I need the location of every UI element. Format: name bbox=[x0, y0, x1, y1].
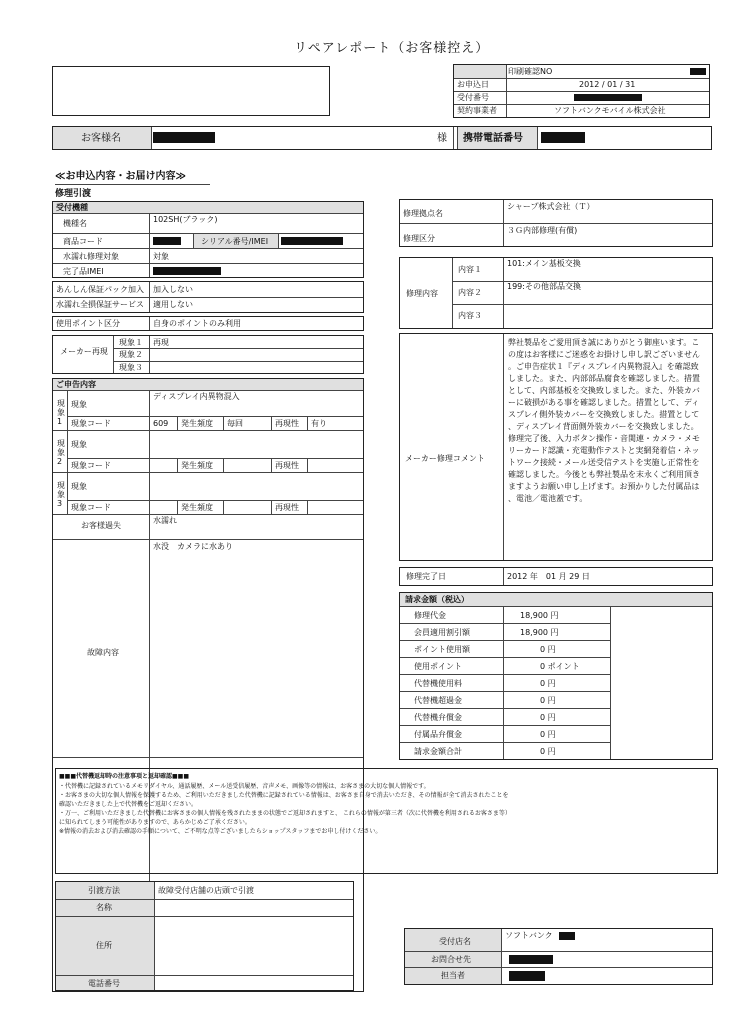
address-box bbox=[52, 66, 330, 116]
frequency-label: 発生頻度 bbox=[181, 419, 213, 428]
reproducibility-label: 再現性 bbox=[275, 419, 299, 428]
trouble-label: 故障内容 bbox=[87, 648, 119, 657]
phenomenon-code-label: 現象コード bbox=[71, 503, 111, 512]
complete-row bbox=[399, 567, 713, 586]
staff-label: 担当者 bbox=[441, 971, 465, 980]
delivery-table bbox=[55, 881, 354, 991]
repair-label: 修理引渡 bbox=[55, 189, 92, 199]
device-header: 受付機種 bbox=[56, 203, 88, 212]
notice-title: ■■■代替機返却時の注意事項と返却確認■■■ bbox=[59, 773, 190, 780]
repair-site-label: 修理拠点名 bbox=[403, 209, 443, 218]
phenomenon-label: 現象 bbox=[71, 400, 87, 409]
trouble-value: 水没 カメラに水あり bbox=[153, 542, 233, 551]
billing-row-value: 0 円 bbox=[540, 747, 556, 756]
delivery-address-label: 住所 bbox=[96, 941, 112, 950]
phenomenon-side-label: 現象2 bbox=[57, 439, 65, 466]
redaction bbox=[153, 267, 221, 275]
phone-label: 携帯電話番号 bbox=[463, 133, 523, 144]
points-row bbox=[52, 316, 364, 331]
comment-table bbox=[399, 333, 713, 561]
comment-label: メーカー修理コメント bbox=[405, 454, 485, 463]
shop-table bbox=[404, 928, 713, 985]
notice-text: ・代替機に記録されているメモリダイヤル、通話履歴、メール送受信履歴、音声メモ、画像等の情報は、お客さまの大切な個人情報です。 ・お客さまの大切な個人情報を保護するため、ご利用いただきました代替機に記録されている情報は、お客さま自身で消去いただき、その情報が全て消去されたことを 確認いただきました上で代替機をご返却ください。 ・万一、ご利用いただきました代替機にお客さまの個人情報を残されたままの状態でご返却されますと、 これらの情報が第三者（次に代替機を利用されるお客さま等） に知られてしまう可能性がありますので、あらかじめご了承ください。 ※情報の消去および消去確認の手順について、ご不明な点等ございましたらショップスタッフまでお申し付けください。 bbox=[59, 783, 511, 835]
delivery-phone-label: 電話番号 bbox=[88, 979, 120, 988]
billing-row-value: 0 円 bbox=[540, 645, 556, 654]
done-imei-label: 完了品IMEI bbox=[63, 267, 104, 276]
water-service-value: 適用しない bbox=[153, 300, 193, 309]
billing-row-label: ポイント使用額 bbox=[414, 645, 470, 654]
sama-label: 様 bbox=[437, 133, 447, 144]
billing-row-value: 0 ポイント bbox=[540, 662, 580, 671]
points-value: 自身のポイントのみ利用 bbox=[153, 319, 241, 328]
maker-row-label: 現象２ bbox=[119, 350, 143, 359]
customer-bar bbox=[52, 126, 712, 150]
device-table bbox=[52, 201, 364, 278]
serial-label: シリアル番号/IMEI bbox=[201, 237, 269, 246]
store-label: 受付店名 bbox=[439, 937, 471, 946]
redaction bbox=[541, 132, 585, 143]
content-label: 内容２ bbox=[458, 288, 482, 297]
delivery-method: 故障受付店舗の店頭で引渡 bbox=[158, 886, 254, 895]
billing-row-value: 0 円 bbox=[540, 730, 556, 739]
receipt-no-label: 受付番号 bbox=[457, 93, 489, 102]
comment-text: 弊社製品をご愛用頂き誠にありがとう御座います。こ の度はお客様にご迷惑をお掛けし申し訳ございません 。ご申告症状１『ディスプレイ内異物混入』を確認致 しました。また、内部部品腐食を確認しました。措置 として、内部基板を交換致しました。また、外装カバ ーに破損がある事を確認しました。措置として、ディ スプレイ側外装カバーを交換致しました。措置として 、ディスプレイ背面側外装カバーを交換致しました。 修理完了後、入力ボタン操作・音関連・カメラ・メモ リーカード認識・充電動作テストと実網発着信・ネッ トワーク接続・メール送受信テストを実施し正常性を 確認しました。今後とも弊社製品を末永くご利用頂き ますようお願い申し上げます。お預かりした付属品は 、電池／電池蓋です。 bbox=[508, 338, 700, 503]
carrier-label: 契約事業者 bbox=[457, 106, 497, 115]
repair-type-label: 修理区分 bbox=[403, 234, 435, 243]
fault-value: 水濡れ bbox=[153, 516, 177, 525]
phenomenon-code: 609 bbox=[153, 419, 169, 428]
redaction bbox=[559, 932, 575, 940]
model-label: 機種名 bbox=[63, 219, 87, 228]
billing-row-label: 付属品弁償金 bbox=[414, 730, 462, 739]
water-value: 対象 bbox=[153, 252, 169, 261]
product-code-label: 商品コード bbox=[63, 237, 103, 246]
water-service-label: 水濡れ全損保証サービス bbox=[56, 300, 144, 309]
frequency-label: 発生頻度 bbox=[181, 461, 213, 470]
billing-row-value: 0 円 bbox=[540, 713, 556, 722]
repair-type-value: ３Ｇ内部修理(有償) bbox=[507, 226, 578, 235]
content-value: 101:メイン基板交換 bbox=[507, 259, 581, 268]
reproducibility-value: 有り bbox=[311, 419, 327, 428]
billing-row-label: 使用ポイント bbox=[414, 662, 462, 671]
maker-table bbox=[52, 335, 364, 374]
content-label: 内容１ bbox=[458, 265, 482, 274]
repair-site-value: シャープ株式会社（Ｔ） bbox=[507, 202, 595, 211]
model: 102SH(ブラック) bbox=[153, 215, 218, 224]
print-label: 印刷確認NO bbox=[508, 67, 553, 76]
reproducibility-label: 再現性 bbox=[275, 503, 299, 512]
redaction bbox=[509, 955, 553, 964]
contact-label: お問合せ先 bbox=[431, 955, 471, 964]
maker-row-value: 再現 bbox=[153, 338, 169, 347]
phenomenon-code-label: 現象コード bbox=[71, 461, 111, 470]
options-table bbox=[52, 281, 364, 313]
delivery-name-label: 名称 bbox=[96, 903, 112, 912]
billing-row-label: 請求金額合計 bbox=[414, 747, 462, 756]
phenomenon-code-label: 現象コード bbox=[71, 419, 111, 428]
report-header: ご申告内容 bbox=[56, 380, 96, 389]
phenomenon-label: 現象 bbox=[71, 482, 87, 491]
header-info bbox=[453, 64, 710, 118]
content-label: 内容３ bbox=[458, 311, 482, 320]
billing-row-label: 会員適用割引額 bbox=[414, 628, 470, 637]
points-label: 使用ポイント区分 bbox=[56, 319, 120, 328]
billing-row-value: 0 円 bbox=[540, 679, 556, 688]
complete-date: 2012 年 01 月 29 日 bbox=[507, 572, 590, 581]
billing-row-label: 代替機弁償金 bbox=[414, 713, 462, 722]
phenomenon-side-label: 現象1 bbox=[57, 399, 65, 426]
delivery-method-label: 引渡方法 bbox=[88, 886, 120, 895]
maker-row-label: 現象１ bbox=[119, 338, 143, 347]
redaction bbox=[153, 237, 181, 245]
phenomenon-label: 現象 bbox=[71, 440, 87, 449]
billing-row-value: 0 円 bbox=[540, 696, 556, 705]
page-title: リペアレポート（お客様控え） bbox=[294, 41, 490, 56]
reproducibility-label: 再現性 bbox=[275, 461, 299, 470]
billing-row-value: 18,900 円 bbox=[520, 628, 559, 637]
redaction bbox=[509, 971, 545, 981]
water-label: 水濡れ修理対象 bbox=[63, 252, 119, 261]
store-value: ソフトバンク bbox=[505, 931, 553, 940]
repair-site-table bbox=[399, 199, 713, 247]
billing-table bbox=[399, 592, 713, 760]
apply-date-label: お申込日 bbox=[457, 80, 489, 89]
frequency-value: 毎回 bbox=[227, 419, 243, 428]
billing-row-label: 修理代金 bbox=[414, 611, 446, 620]
billing-row-label: 代替機使用料 bbox=[414, 679, 462, 688]
fault-label: お客様過失 bbox=[81, 521, 121, 530]
redaction bbox=[574, 94, 642, 101]
redaction bbox=[690, 68, 706, 75]
billing-row-label: 代替機超過金 bbox=[414, 696, 462, 705]
anshin-value: 加入しない bbox=[153, 285, 193, 294]
frequency-label: 発生頻度 bbox=[181, 503, 213, 512]
phenomenon-value: ディスプレイ内異物混入 bbox=[153, 392, 240, 401]
apply-date: 2012 / 01 / 31 bbox=[579, 80, 636, 89]
redaction bbox=[281, 237, 343, 245]
repair-content-table bbox=[399, 257, 713, 329]
anshin-label: あんしん保証パック加入 bbox=[56, 285, 144, 294]
customer-label: お客様名 bbox=[81, 133, 121, 144]
carrier: ソフトバンクモバイル株式会社 bbox=[554, 106, 666, 115]
notice-box bbox=[55, 768, 718, 874]
complete-label: 修理完了日 bbox=[406, 572, 446, 581]
billing-row-value: 18,900 円 bbox=[520, 611, 559, 620]
repair-content-label: 修理内容 bbox=[406, 289, 438, 298]
maker-label: メーカー再現 bbox=[60, 347, 108, 356]
phenomenon-side-label: 現象3 bbox=[57, 481, 65, 508]
redaction bbox=[153, 132, 215, 143]
maker-row-label: 現象３ bbox=[119, 363, 143, 372]
section-title: ≪お申込内容・お届け内容≫ bbox=[55, 171, 186, 182]
content-value: 199:その他部品交換 bbox=[507, 282, 581, 291]
billing-header: 請求金額（税込） bbox=[405, 595, 469, 604]
